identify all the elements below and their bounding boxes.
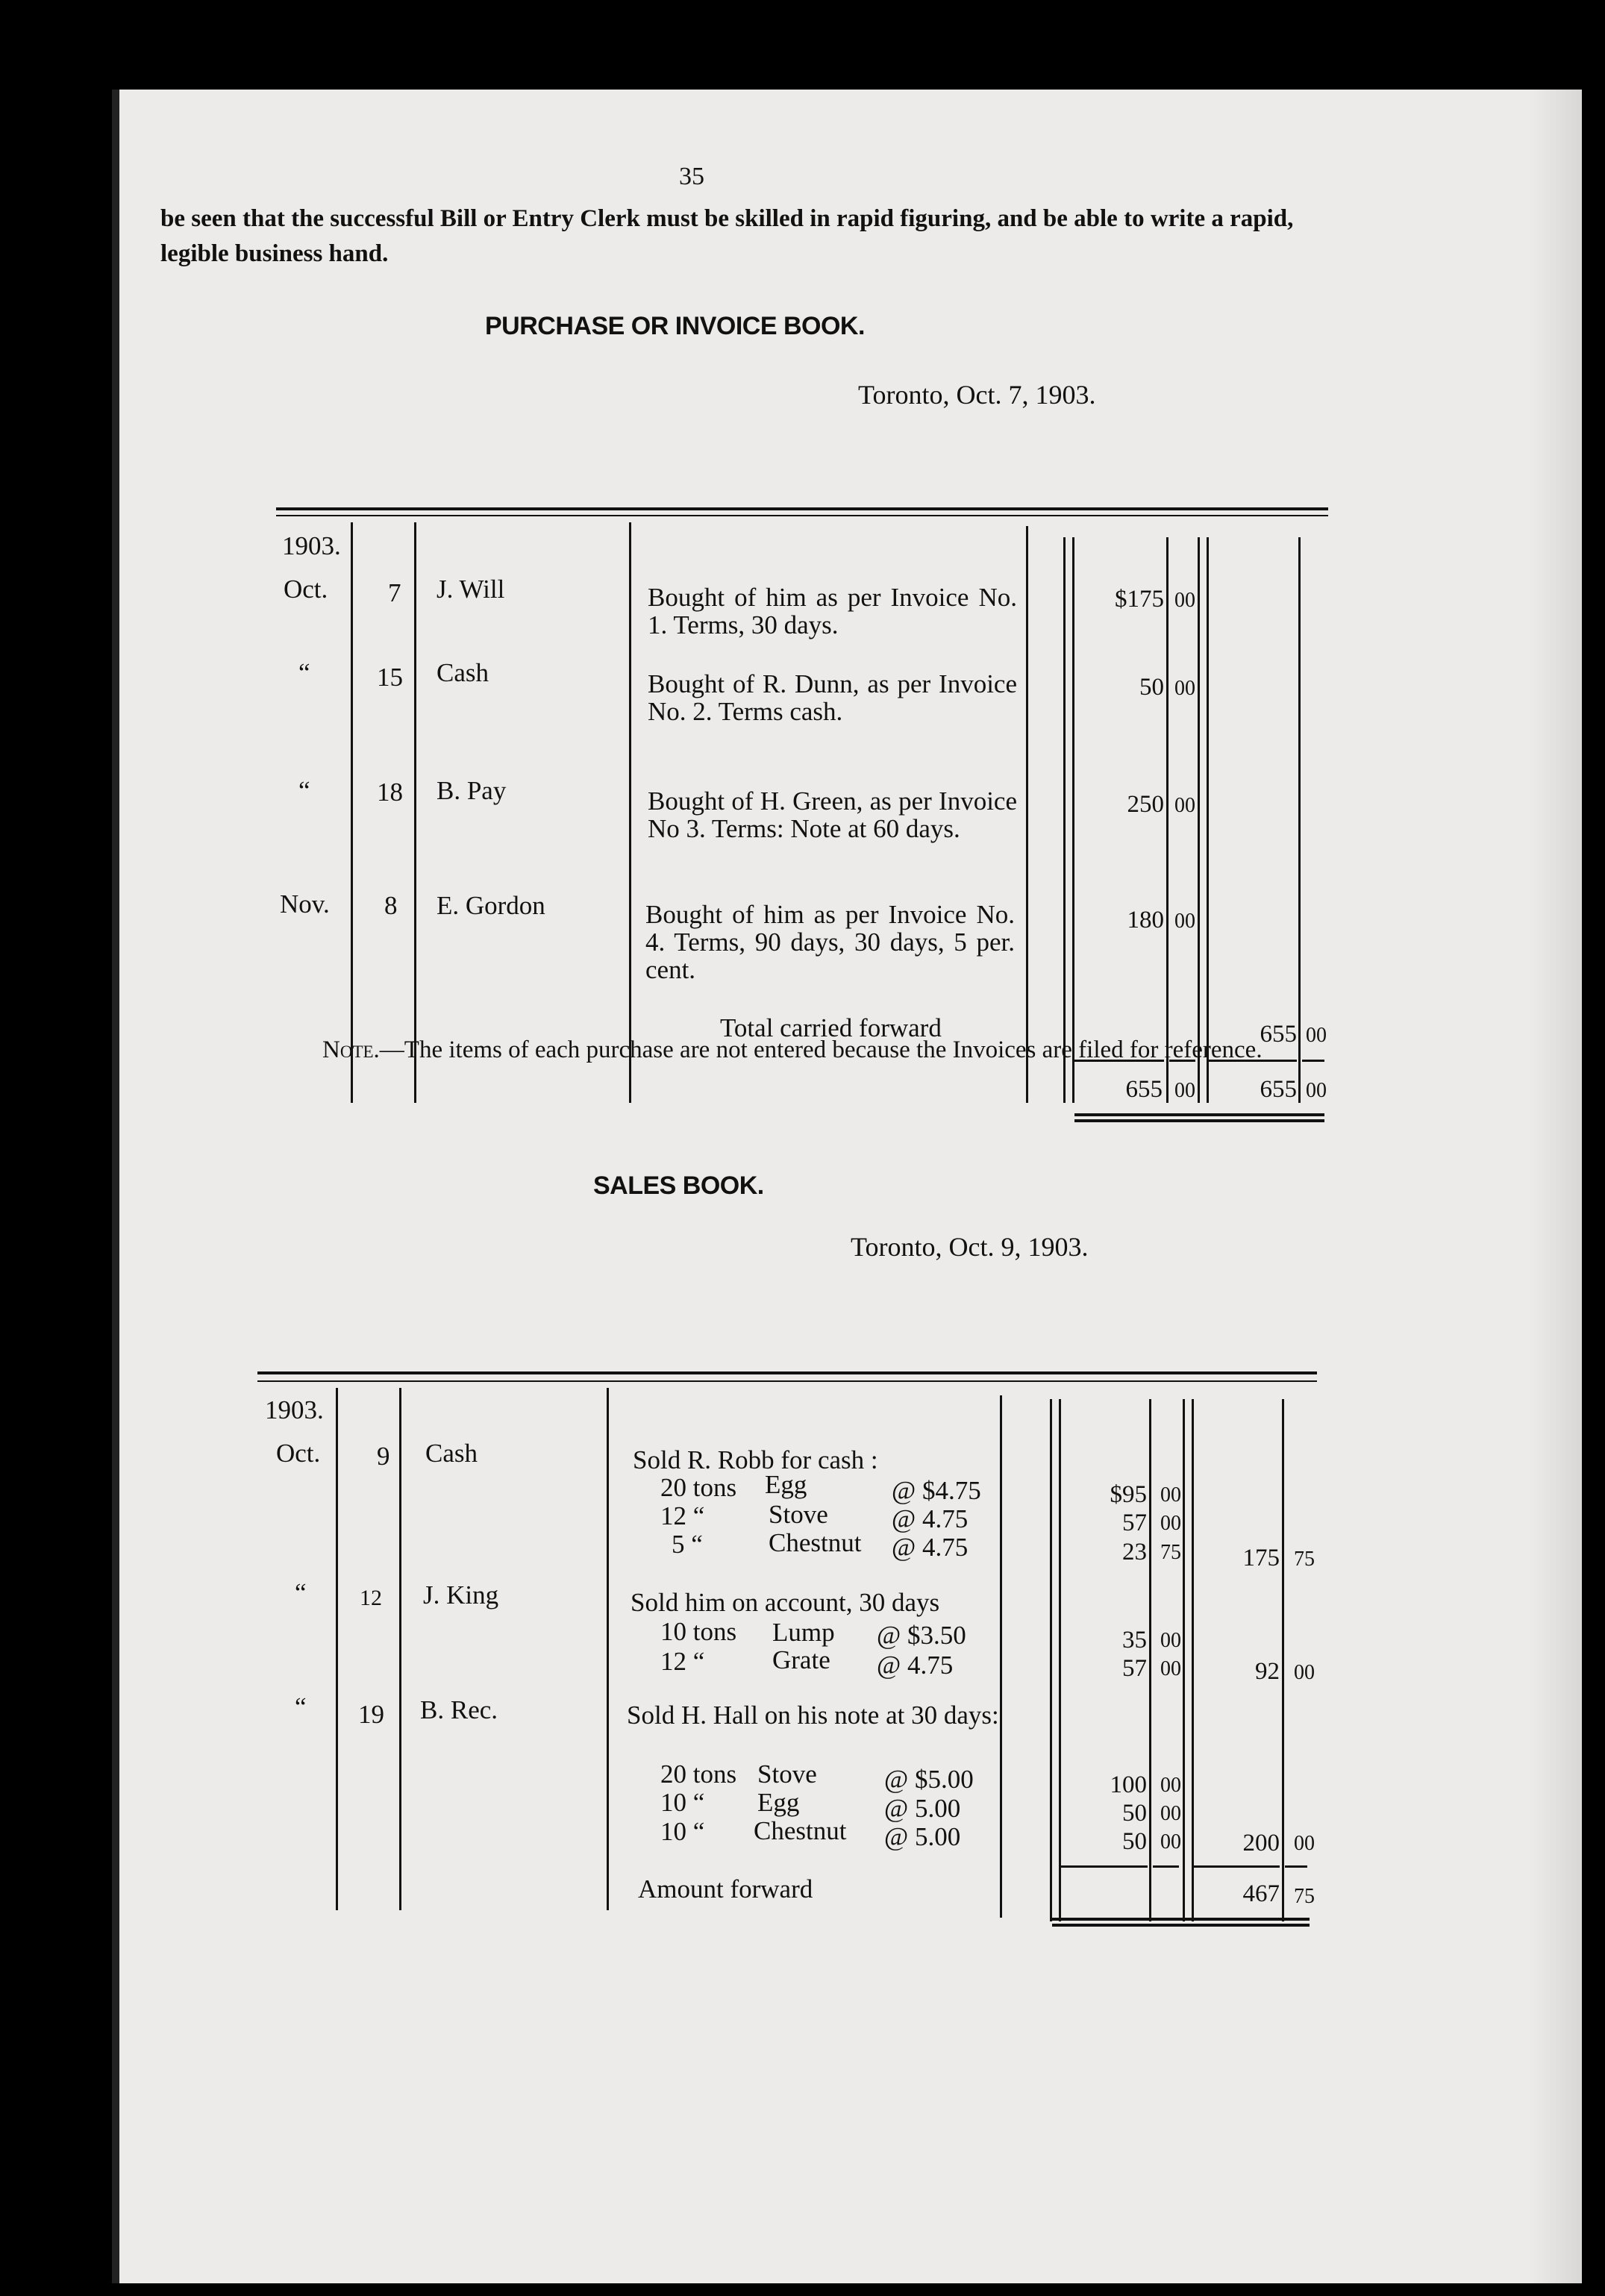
sales-book-place-date: Toronto, Oct. 9, 1903. [851, 1232, 1089, 1262]
purchase-book-title: PURCHASE OR INVOICE BOOK. [485, 312, 865, 340]
sales-forward-amount: 467 [1242, 1880, 1280, 1907]
note-text: —The items of each purchase are not entered because the Invoices are filed for reference. [379, 1036, 1263, 1063]
book-page [112, 90, 1582, 2283]
note-label: Note. [322, 1036, 380, 1063]
purchase-book-place-date: Toronto, Oct. 7, 1903. [858, 380, 1096, 410]
purchase-sum-left: 655 [1125, 1076, 1163, 1103]
purchase-total-right: 655 [1260, 1021, 1297, 1048]
sales-forward-label: Amount forward [638, 1874, 813, 1904]
page-number: 35 [679, 163, 704, 190]
sales-year: 1903. [265, 1395, 324, 1424]
purchase-year: 1903. [282, 531, 341, 560]
purchase-total-label: Total carried forward [720, 1013, 942, 1042]
intro-paragraph: be seen that the successful Bill or Entry Clerk must be skilled in rapid figuring, and be able to write a rapid, legible business hand. [160, 205, 1294, 267]
note-paragraph [149, 1033, 1321, 1067]
sales-book-title: SALES BOOK. [593, 1172, 764, 1200]
purchase-sum-right: 655 [1260, 1076, 1297, 1103]
